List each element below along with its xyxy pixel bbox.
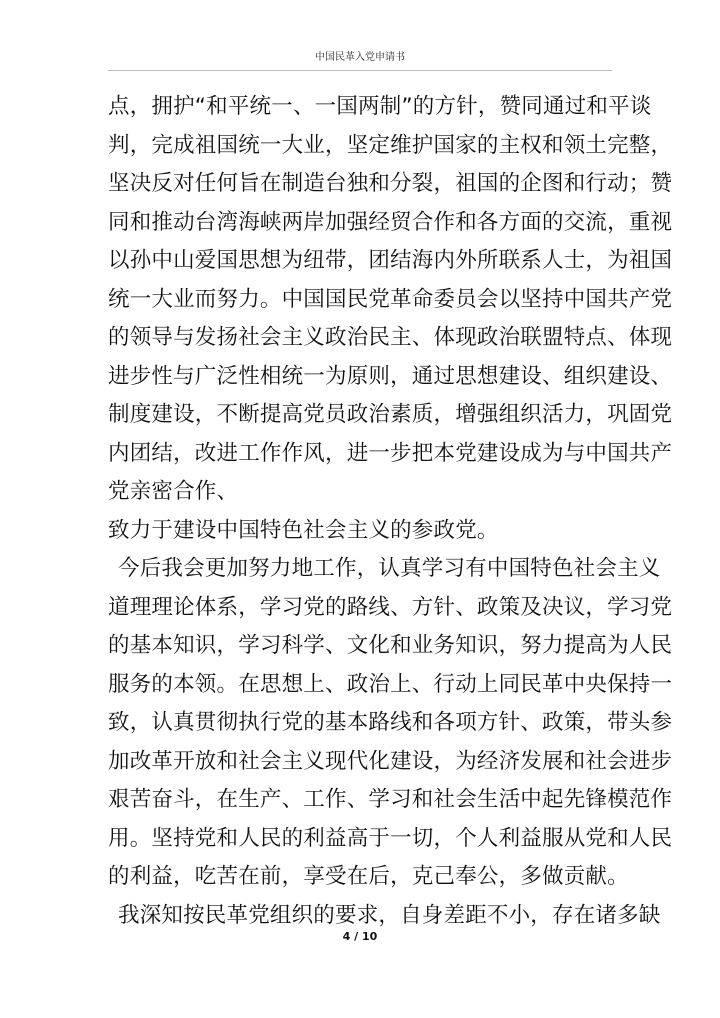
body-line-13: 今后我会更加努力地工作，认真学习有中国特色社会主义 xyxy=(118,556,661,581)
body-line-2: 判，完成祖国统一大业，坚定维护国家的主权和领土完整， xyxy=(108,132,673,158)
body-line-1: 点，拥护“和平统一、一国两制”的方针，赞同通过和平谈 xyxy=(108,94,652,119)
document-body xyxy=(108,88,673,935)
body-line-17: 致，认真贯彻执行党的基本路线和各项方针、政策，带头参 xyxy=(108,710,673,735)
body-line-10: 内团结，改进工作作风，进一步把本党建设成为与中国共产 xyxy=(108,440,673,466)
body-line-9: 制度建设，不断提高党员政治素质，增强组织活力，巩固党 xyxy=(108,402,673,427)
body-line-21: 的利益，吃苦在前，享受在后，克己奉公，多做贡献。 xyxy=(108,864,629,889)
body-line-16: 服务的本领。在思想上、政治上、行动上同民革中央保持一 xyxy=(108,671,673,697)
body-line-4: 同和推动台湾海峡两岸加强经贸合作和各方面的交流，重视 xyxy=(108,209,673,235)
body-line-8: 进步性与广泛性相统一为原则，通过思想建设、组织建设、 xyxy=(108,363,673,389)
body-line-22: 我深知按民革党组织的要求，自身差距不小，存在诸多缺 xyxy=(118,902,661,928)
body-line-18: 加改革开放和社会主义现代化建设，为经济发展和社会进步 xyxy=(108,748,673,774)
page-number: 4 / 10 xyxy=(342,930,378,943)
body-line-6: 统一大业而努力。中国国民党革命委员会以坚持中国共产党 xyxy=(108,286,673,312)
body-line-12: 致力于建设中国特色社会主义的参政党。 xyxy=(108,517,499,543)
page-header-title: 中国民革入党申请书 xyxy=(315,52,405,63)
body-line-3: 坚决反对任何旨在制造台独和分裂，祖国的企图和行动；赞 xyxy=(108,171,673,196)
body-line-20: 用。坚持党和人民的利益高于一切，个人利益服从党和人民 xyxy=(108,825,673,851)
body-line-5: 以孙中山爱国思想为纽带，团结海内外所联系人士，为祖国 xyxy=(108,248,673,273)
body-line-14: 道理理论体系，学习党的路线、方针、政策及决议，学习党 xyxy=(108,594,673,620)
body-line-19: 艰苦奋斗，在生产、工作、学习和社会生活中起先锋模范作 xyxy=(108,787,673,812)
header-divider xyxy=(108,70,612,71)
body-line-15: 的基本知识，学习科学、文化和业务知识，努力提高为人民 xyxy=(108,633,673,658)
body-line-7: 的领导与发扬社会主义政治民主、体现政治联盟特点、体现 xyxy=(108,325,673,350)
body-line-11: 党亲密合作、 xyxy=(108,479,239,504)
